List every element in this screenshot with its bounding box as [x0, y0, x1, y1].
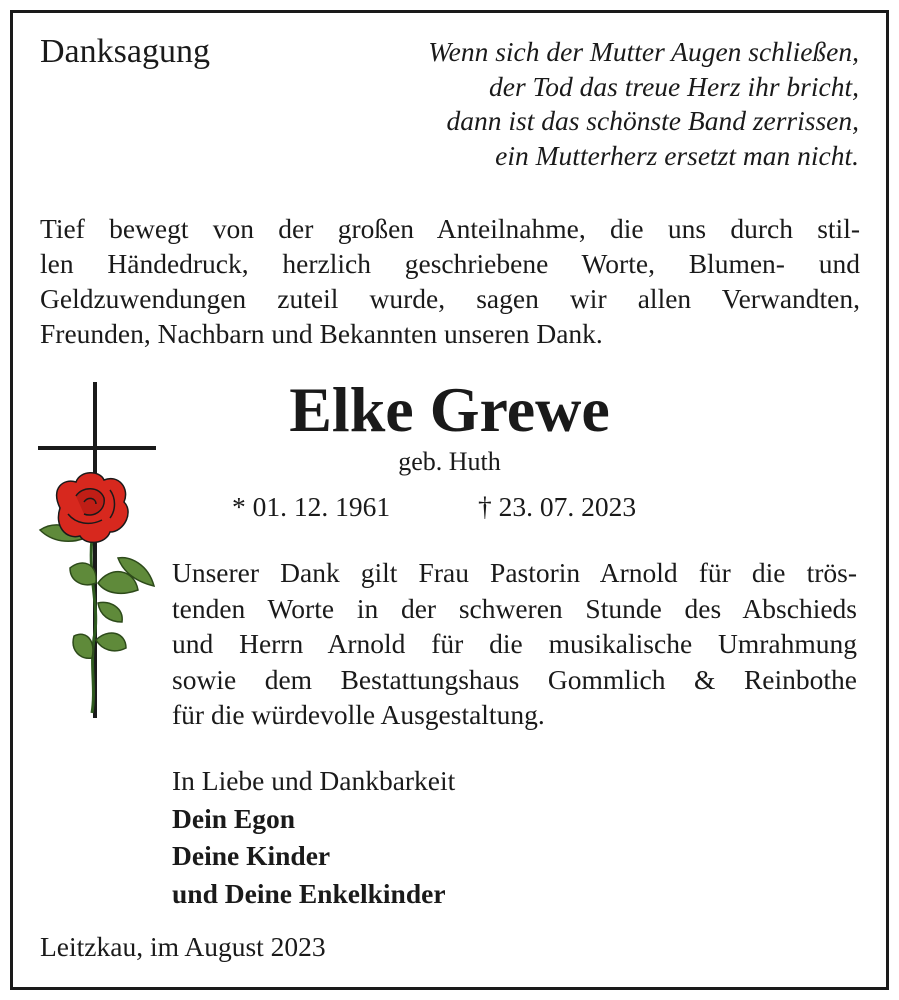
intro-line: Tief bewegt von der großen Anteilnahme, die uns durch stil-	[40, 213, 860, 244]
intro-paragraph	[40, 211, 860, 351]
birth-name: geb. Huth	[398, 447, 501, 476]
signer: Deine Kinder	[172, 840, 331, 871]
place-date: Leitzkau, im August 2023	[40, 931, 326, 962]
deceased-name: Elke Grewe	[289, 374, 610, 445]
thanks-line: tenden Worte in der schweren Stunde des Abschieds	[172, 592, 857, 624]
thanks-line: für die würdevolle Ausgestaltung.	[172, 699, 545, 730]
rose-icon	[57, 473, 128, 543]
poem-line: Wenn sich der Mutter Augen schließen,	[428, 36, 859, 67]
thanks-paragraph	[172, 555, 857, 733]
poem-line: dann ist das schönste Band zerrissen,	[446, 105, 859, 136]
death-date: † 23. 07. 2023	[478, 491, 637, 522]
birth-date: * 01. 12. 1961	[232, 491, 391, 522]
thanks-line: Unserer Dank gilt Frau Pastorin Arnold für die trös-	[172, 557, 857, 588]
intro-line: Freunden, Nachbarn und Bekannten unseren Dank.	[40, 318, 603, 349]
intro-line: len Händedruck, herzlich geschriebene Worte, Blumen- und	[40, 248, 860, 279]
intro-line: Geldzuwendungen zuteil wurde, sagen wir allen Verwandten,	[40, 283, 860, 314]
signer: und Deine Enkelkinder	[172, 877, 446, 909]
notice-heading: Danksagung	[40, 33, 210, 70]
signoff	[172, 762, 455, 912]
poem-line: ein Mutterherz ersetzt man nicht.	[495, 139, 859, 171]
thanks-line: sowie dem Bestattungshaus Gommlich & Reinbothe	[172, 663, 857, 695]
signer: Dein Egon	[172, 802, 296, 834]
poem-line: der Tod das treue Herz ihr bricht,	[489, 70, 859, 102]
poem	[339, 35, 859, 173]
signoff-phrase: In Liebe und Dankbarkeit	[172, 765, 456, 796]
thanks-line: und Herrn Arnold für die musikalische Umrahmung	[172, 628, 857, 659]
